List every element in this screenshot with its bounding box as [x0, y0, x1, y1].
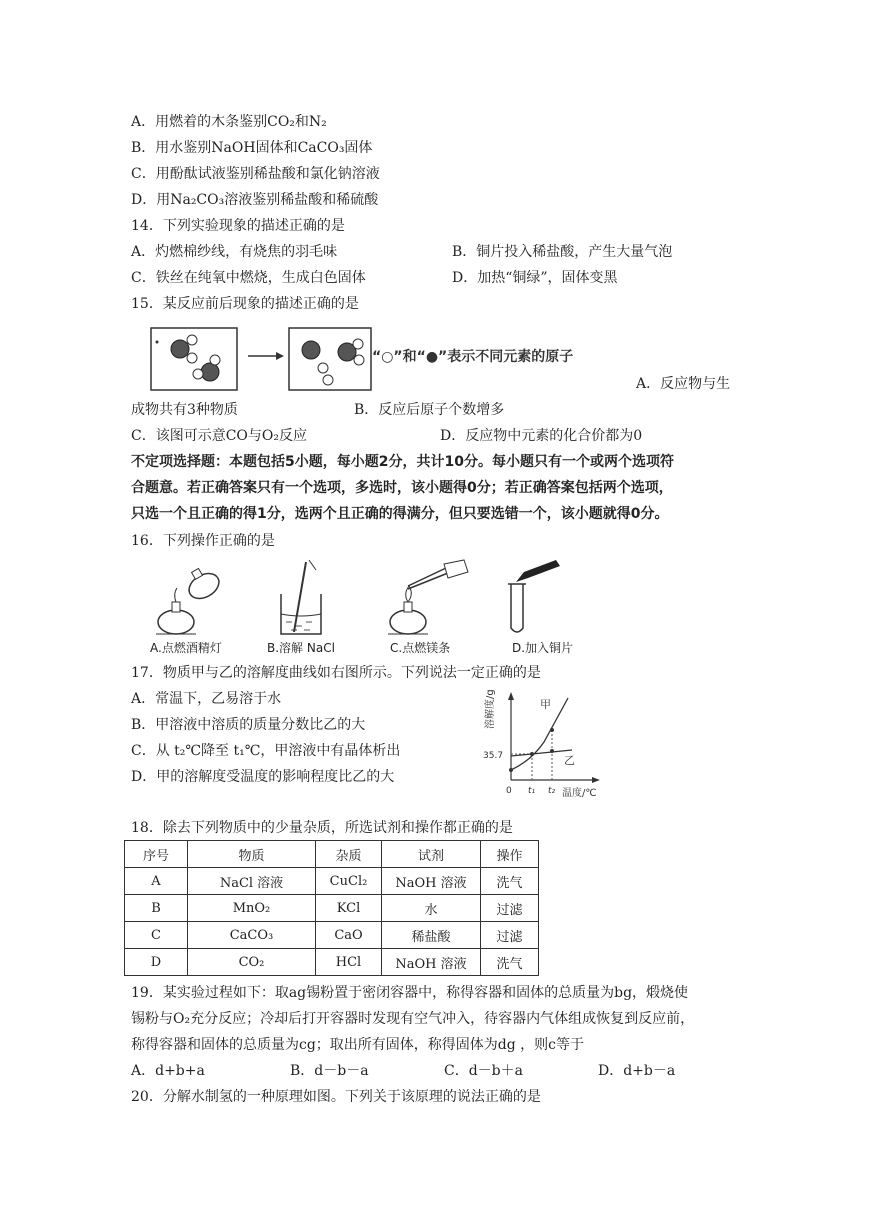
q15-option-a-start: A．反应物与生: [636, 376, 731, 392]
q17-option-d: D．甲的溶解度受温度的影响程度比乙的大: [131, 769, 395, 785]
q16-caption-c: C.点燃镁条: [390, 641, 451, 655]
table-cell: D: [125, 949, 188, 976]
q14-option-b: B．铜片投入稀盐酸，产生大量气泡: [452, 244, 673, 260]
table-cell: 过滤: [481, 895, 539, 922]
table-cell: CO₂: [188, 949, 316, 976]
graph-ylabel: 溶解度/g: [485, 689, 496, 729]
table-cell: NaCl 溶液: [188, 868, 316, 895]
graph-label-yi: 乙: [564, 754, 575, 767]
table-cell: NaOH 溶液: [382, 949, 481, 976]
graph-t2: t₂: [548, 786, 556, 796]
q14-stem: 14．下列实验现象的描述正确的是: [131, 218, 345, 234]
table-cell: KCl: [316, 895, 382, 922]
q15-option-d: D．反应物中元素的化合价都为0: [440, 428, 643, 444]
table-cell: CaCO₃: [188, 922, 316, 949]
q15-option-a-end: 成物共有3种物质: [131, 402, 238, 418]
graph-t1: t₁: [528, 786, 536, 796]
q13-option-b: B．用水鉴别NaOH固体和CaCO₃固体: [131, 140, 373, 156]
q16-caption-d: D.加入铜片: [512, 641, 574, 655]
q13-option-d: D．用Na₂CO₃溶液鉴别稀盐酸和稀硫酸: [131, 192, 379, 208]
q18-stem: 18．除去下列物质中的少量杂质，所选试剂和操作都正确的是: [131, 820, 513, 836]
q19-line-3: 称得容器和固体的总质量为cg；取出所有固体，称得固体为dg ，则c等于: [131, 1037, 585, 1053]
table-cell: A: [125, 868, 188, 895]
q15-reaction-diagram: [150, 324, 620, 394]
table-cell: CaO: [316, 922, 382, 949]
q15-option-b: B．反应后原子个数增多: [354, 402, 505, 418]
q19-option-a: A．d+b+a: [131, 1063, 205, 1079]
table-cell: B: [125, 895, 188, 922]
graph-xlabel: 温度/℃: [562, 788, 597, 799]
tongs-lamp-figure: [388, 560, 468, 634]
q19-line-2: 锡粉与O₂充分反应；冷却后打开容器时发现有空气冲入，待容器内气体组成恢复到反应前，: [131, 1011, 695, 1027]
section-line-3: 只选一个且正确的得1分，选两个且正确的得满分，但只要选错一个，该小题就得0分。: [131, 506, 669, 522]
table-cell: MnO₂: [188, 895, 316, 922]
table-header: 杂质: [316, 841, 382, 868]
graph-label-jia: 甲: [540, 698, 551, 711]
q15-option-c: C．该图可示意CO与O₂反应: [131, 428, 307, 444]
table-cell: 水: [382, 895, 481, 922]
graph-origin: 0: [506, 786, 512, 796]
table-cell: CuCl₂: [316, 868, 382, 895]
q19-option-b: B．d－b－a: [290, 1063, 369, 1079]
table-header: 物质: [188, 841, 316, 868]
q19-option-d: D．d+b－a: [598, 1063, 676, 1079]
q17-option-a: A．常温下，乙易溶于水: [131, 691, 282, 707]
table-row: [125, 868, 539, 895]
test-tube-figure: [508, 560, 560, 632]
q16-stem: 16．下列操作正确的是: [131, 533, 275, 549]
q13-option-a: A．用燃着的木条鉴别CO₂和N₂: [131, 114, 327, 130]
q16-caption-b: B.溶解 NaCl: [267, 641, 335, 655]
q16-apparatus-figures: [146, 556, 616, 638]
table-cell: 洗气: [481, 949, 539, 976]
beaker-figure: [281, 560, 321, 634]
table-header: 操作: [481, 841, 539, 868]
q13-option-c: C．用酚酞试液鉴别稀盐酸和氯化钠溶液: [131, 166, 380, 182]
table-row: [125, 895, 539, 922]
table-header: 试剂: [382, 841, 481, 868]
graph-ytick: 35.7: [483, 751, 504, 761]
q14-option-d: D．加热“铜绿”，固体变黑: [452, 270, 618, 286]
table-cell: HCl: [316, 949, 382, 976]
q15-legend: “○”和“●”表示不同元素的原子: [372, 349, 574, 365]
q17-option-b: B．甲溶液中溶质的质量分数比乙的大: [131, 717, 366, 733]
q14-option-a: A．灼燃棉纱线，有烧焦的羽毛味: [131, 244, 338, 260]
section-line-2: 合题意。若正确答案只有一个选项，多选时，该小题得0分；若正确答案包括两个选项，: [131, 480, 673, 496]
q16-caption-a: A.点燃酒精灯: [150, 641, 222, 655]
table-cell: 洗气: [481, 868, 539, 895]
table-cell: 稀盐酸: [382, 922, 481, 949]
q15-stem: 15．某反应前后现象的描述正确的是: [131, 296, 359, 312]
q14-option-c: C．铁丝在纯氧中燃烧，生成白色固体: [131, 270, 366, 286]
q20-stem: 20．分解水制氢的一种原理如图。下列关于该原理的说法正确的是: [131, 1089, 541, 1105]
table-cell: C: [125, 922, 188, 949]
q17-option-c: C．从 t₂℃降至 t₁℃，甲溶液中有晶体析出: [131, 743, 401, 759]
table-header: 序号: [125, 841, 188, 868]
table-row: [125, 922, 539, 949]
table-cell: NaOH 溶液: [382, 868, 481, 895]
alcohol-lamp-figure: [156, 562, 223, 634]
q17-stem: 17．物质甲与乙的溶解度曲线如右图所示。下列说法一定正确的是: [131, 665, 541, 681]
table-header-row: [125, 841, 539, 868]
q17-solubility-graph: [480, 688, 605, 800]
table-row: [125, 949, 539, 976]
q19-line-1: 19．某实验过程如下：取ag锡粉置于密闭容器中，称得容器和固体的总质量为bg，煅烧使: [131, 985, 689, 1001]
table-cell: 过滤: [481, 922, 539, 949]
q18-table: [124, 840, 539, 976]
q19-option-c: C．d－b＋a: [444, 1063, 523, 1079]
section-line-1: 不定项选择题：本题包括5小题，每小题2分，共计10分。每小题只有一个或两个选项符: [131, 454, 674, 470]
